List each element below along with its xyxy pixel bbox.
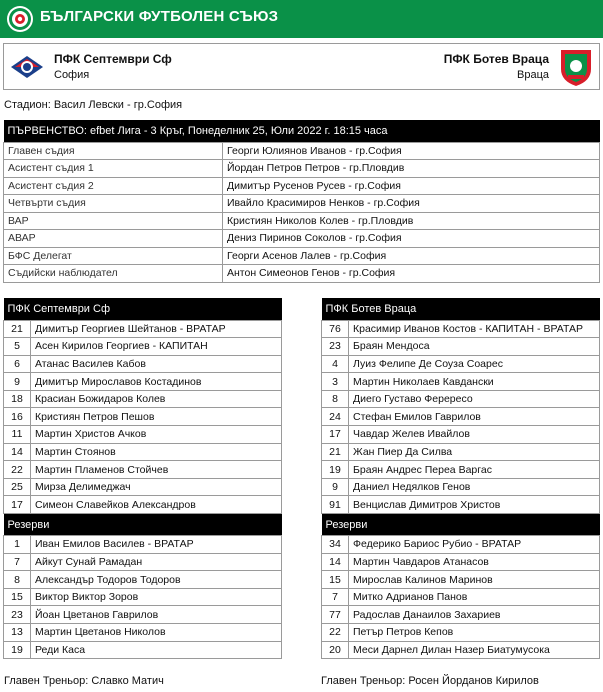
player-row [322, 478, 600, 496]
player-number: 91 [322, 496, 349, 514]
competition-header [4, 120, 600, 142]
player-number: 23 [4, 606, 31, 624]
player-row [4, 641, 282, 659]
header-bar [0, 0, 603, 38]
player-row [322, 408, 600, 426]
player-name: Чавдар Желев Ивайлов [349, 426, 600, 444]
player-number: 16 [4, 408, 31, 426]
referee-role: Главен съдия [4, 142, 223, 160]
player-name: Кристиян Петров Пешов [31, 408, 282, 426]
player-row [322, 553, 600, 571]
player-name: Иван Емилов Василев - ВРАТАР [31, 536, 282, 554]
referee-name: Антон Симеонов Генов - гр.София [223, 265, 600, 283]
referee-row [4, 265, 600, 283]
player-number: 9 [322, 478, 349, 496]
botev-vratsa-crest-icon [559, 47, 593, 87]
player-name: Меси Дарнел Дилан Назер Биатумусока [349, 641, 600, 659]
player-number: 3 [322, 373, 349, 391]
away-lineup-header [322, 298, 600, 320]
player-row [4, 320, 282, 338]
player-number: 24 [322, 408, 349, 426]
player-name: Мирослав Калинов Маринов [349, 571, 600, 589]
player-name: Браян Мендоса [349, 338, 600, 356]
player-row [4, 390, 282, 408]
player-number: 6 [4, 355, 31, 373]
player-name: Йоан Цветанов Гаврилов [31, 606, 282, 624]
player-name: Диего Густаво Ферересо [349, 390, 600, 408]
referee-row [4, 160, 600, 178]
player-number: 77 [322, 606, 349, 624]
player-number: 20 [322, 641, 349, 659]
player-name: Асен Кирилов Георгиев - КАПИТАН [31, 338, 282, 356]
player-row [4, 496, 282, 514]
player-row [4, 478, 282, 496]
player-number: 17 [322, 426, 349, 444]
referee-name: Кристиян Николов Колев - гр.Пловдив [223, 212, 600, 230]
player-row [4, 553, 282, 571]
player-row [322, 606, 600, 624]
player-name: Мартин Христов Ачков [31, 426, 282, 444]
player-name: Мартин Чавдаров Атанасов [349, 553, 600, 571]
player-name: Браян Андрес Переа Варгас [349, 461, 600, 479]
player-number: 13 [4, 624, 31, 642]
player-name: Стефан Емилов Гаврилов [349, 408, 600, 426]
player-number: 23 [322, 338, 349, 356]
player-number: 8 [322, 390, 349, 408]
referee-name: Йордан Петров Петров - гр.Пловдив [223, 160, 600, 178]
player-number: 21 [4, 320, 31, 338]
player-name: Венцислав Димитров Христов [349, 496, 600, 514]
referee-role: ВАР [4, 212, 223, 230]
referee-name: Ивайло Красимиров Ненков - гр.София [223, 195, 600, 213]
referee-name: Георги Юлиянов Иванов - гр.София [223, 142, 600, 160]
player-row [322, 355, 600, 373]
player-number: 7 [4, 553, 31, 571]
player-name: Радослав Данаилов Захариев [349, 606, 600, 624]
player-row [322, 426, 600, 444]
player-row [4, 536, 282, 554]
player-row [322, 496, 600, 514]
player-name: Александър Тодоров Тодоров [31, 571, 282, 589]
home-lineup-table [3, 298, 282, 659]
referee-role: Четвърти съдия [4, 195, 223, 213]
player-name: Димитър Мирославов Костадинов [31, 373, 282, 391]
player-number: 76 [322, 320, 349, 338]
player-number: 7 [322, 588, 349, 606]
federation-title: БЪЛГАРСКИ ФУТБОЛЕН СЪЮЗ [40, 8, 279, 25]
player-row [4, 461, 282, 479]
player-name: Димитър Георгиев Шейтанов - ВРАТАР [31, 320, 282, 338]
player-row [4, 426, 282, 444]
player-name: Жан Пиер Да Силва [349, 443, 600, 461]
player-number: 5 [4, 338, 31, 356]
player-row [322, 536, 600, 554]
player-name: Красимир Иванов Костов - КАПИТАН - ВРАТАР [349, 320, 600, 338]
player-name: Реди Каса [31, 641, 282, 659]
referee-row [4, 142, 600, 160]
player-row [322, 373, 600, 391]
player-number: 17 [4, 496, 31, 514]
match-teams-box [3, 43, 600, 90]
referees-table [3, 120, 600, 283]
player-number: 22 [322, 624, 349, 642]
player-row [4, 443, 282, 461]
player-name: Мартин Пламенов Стойчев [31, 461, 282, 479]
referee-name: Димитър Русенов Русев - гр.София [223, 177, 600, 195]
player-number: 9 [4, 373, 31, 391]
player-number: 1 [4, 536, 31, 554]
player-row [4, 571, 282, 589]
player-number: 8 [4, 571, 31, 589]
away-reserves-header [322, 514, 600, 536]
referee-role: БФС Делегат [4, 247, 223, 265]
player-name: Айкут Сунай Рамадан [31, 553, 282, 571]
referee-role: Асистент съдия 1 [4, 160, 223, 178]
player-number: 18 [4, 390, 31, 408]
player-number: 25 [4, 478, 31, 496]
player-number: 15 [322, 571, 349, 589]
referee-row [4, 212, 600, 230]
player-name: Красиан Божидаров Колев [31, 390, 282, 408]
player-row [4, 408, 282, 426]
stadium-info: Стадион: Васил Левски - гр.София [4, 99, 183, 111]
player-name: Луиз Фелипе Де Соуза Соарес [349, 355, 600, 373]
referee-row [4, 247, 600, 265]
player-name: Симеон Славейков Александров [31, 496, 282, 514]
home-team-city: София [54, 69, 90, 81]
player-name: Атанас Василев Кабов [31, 355, 282, 373]
player-number: 22 [4, 461, 31, 479]
referee-name: Георги Асенов Лалев - гр.София [223, 247, 600, 265]
player-name: Федерико Бариос Рубио - ВРАТАР [349, 536, 600, 554]
home-lineup-title: ПФК Септември Сф [4, 298, 282, 320]
player-row [322, 641, 600, 659]
competition-info: ПЪРВЕНСТВО: efbet Лига - 3 Кръг, Понеделник 25, Юли 2022 г. 18:15 часа [7, 124, 388, 137]
player-name: Виктор Виктор Зоров [31, 588, 282, 606]
player-name: Даниел Недялков Генов [349, 478, 600, 496]
player-row [4, 588, 282, 606]
player-number: 11 [4, 426, 31, 444]
player-name: Петър Петров Кепов [349, 624, 600, 642]
player-row [4, 355, 282, 373]
player-name: Мирза Делимеджач [31, 478, 282, 496]
player-row [322, 390, 600, 408]
player-row [322, 571, 600, 589]
player-row [322, 443, 600, 461]
referee-role: Асистент съдия 2 [4, 177, 223, 195]
referee-name: Дениз Пиринов Соколов - гр.София [223, 230, 600, 248]
referee-role: Съдийски наблюдател [4, 265, 223, 283]
player-number: 19 [4, 641, 31, 659]
referee-row [4, 195, 600, 213]
player-number: 15 [4, 588, 31, 606]
player-row [322, 624, 600, 642]
home-lineup-header [4, 298, 282, 320]
away-coach: Главен Треньор: Росен Йорданов Кирилов [321, 675, 539, 687]
player-number: 14 [4, 443, 31, 461]
bfs-logo-icon [6, 5, 34, 33]
player-row [322, 338, 600, 356]
player-name: Митко Адрианов Панов [349, 588, 600, 606]
player-number: 19 [322, 461, 349, 479]
player-row [4, 624, 282, 642]
away-reserves-label: Резерви [322, 514, 600, 536]
away-team-name: ПФК Ботев Враца [443, 52, 549, 66]
player-number: 21 [322, 443, 349, 461]
player-number: 14 [322, 553, 349, 571]
away-lineup-table [321, 298, 600, 659]
player-name: Мартин Николаев Кавдански [349, 373, 600, 391]
player-number: 4 [322, 355, 349, 373]
referee-row [4, 177, 600, 195]
home-reserves-header [4, 514, 282, 536]
septemvri-crest-icon [9, 54, 45, 80]
referee-role: АВАР [4, 230, 223, 248]
player-row [322, 461, 600, 479]
player-row [4, 338, 282, 356]
player-name: Мартин Стоянов [31, 443, 282, 461]
player-row [4, 373, 282, 391]
player-name: Мартин Цветанов Николов [31, 624, 282, 642]
away-lineup-title: ПФК Ботев Враца [322, 298, 600, 320]
player-row [322, 588, 600, 606]
player-number: 34 [322, 536, 349, 554]
home-coach: Главен Треньор: Славко Матич [4, 675, 164, 687]
player-row [4, 606, 282, 624]
referee-row [4, 230, 600, 248]
home-reserves-label: Резерви [4, 514, 282, 536]
home-team-name: ПФК Септември Сф [54, 52, 172, 66]
away-team-city: Враца [517, 69, 549, 81]
player-row [322, 320, 600, 338]
